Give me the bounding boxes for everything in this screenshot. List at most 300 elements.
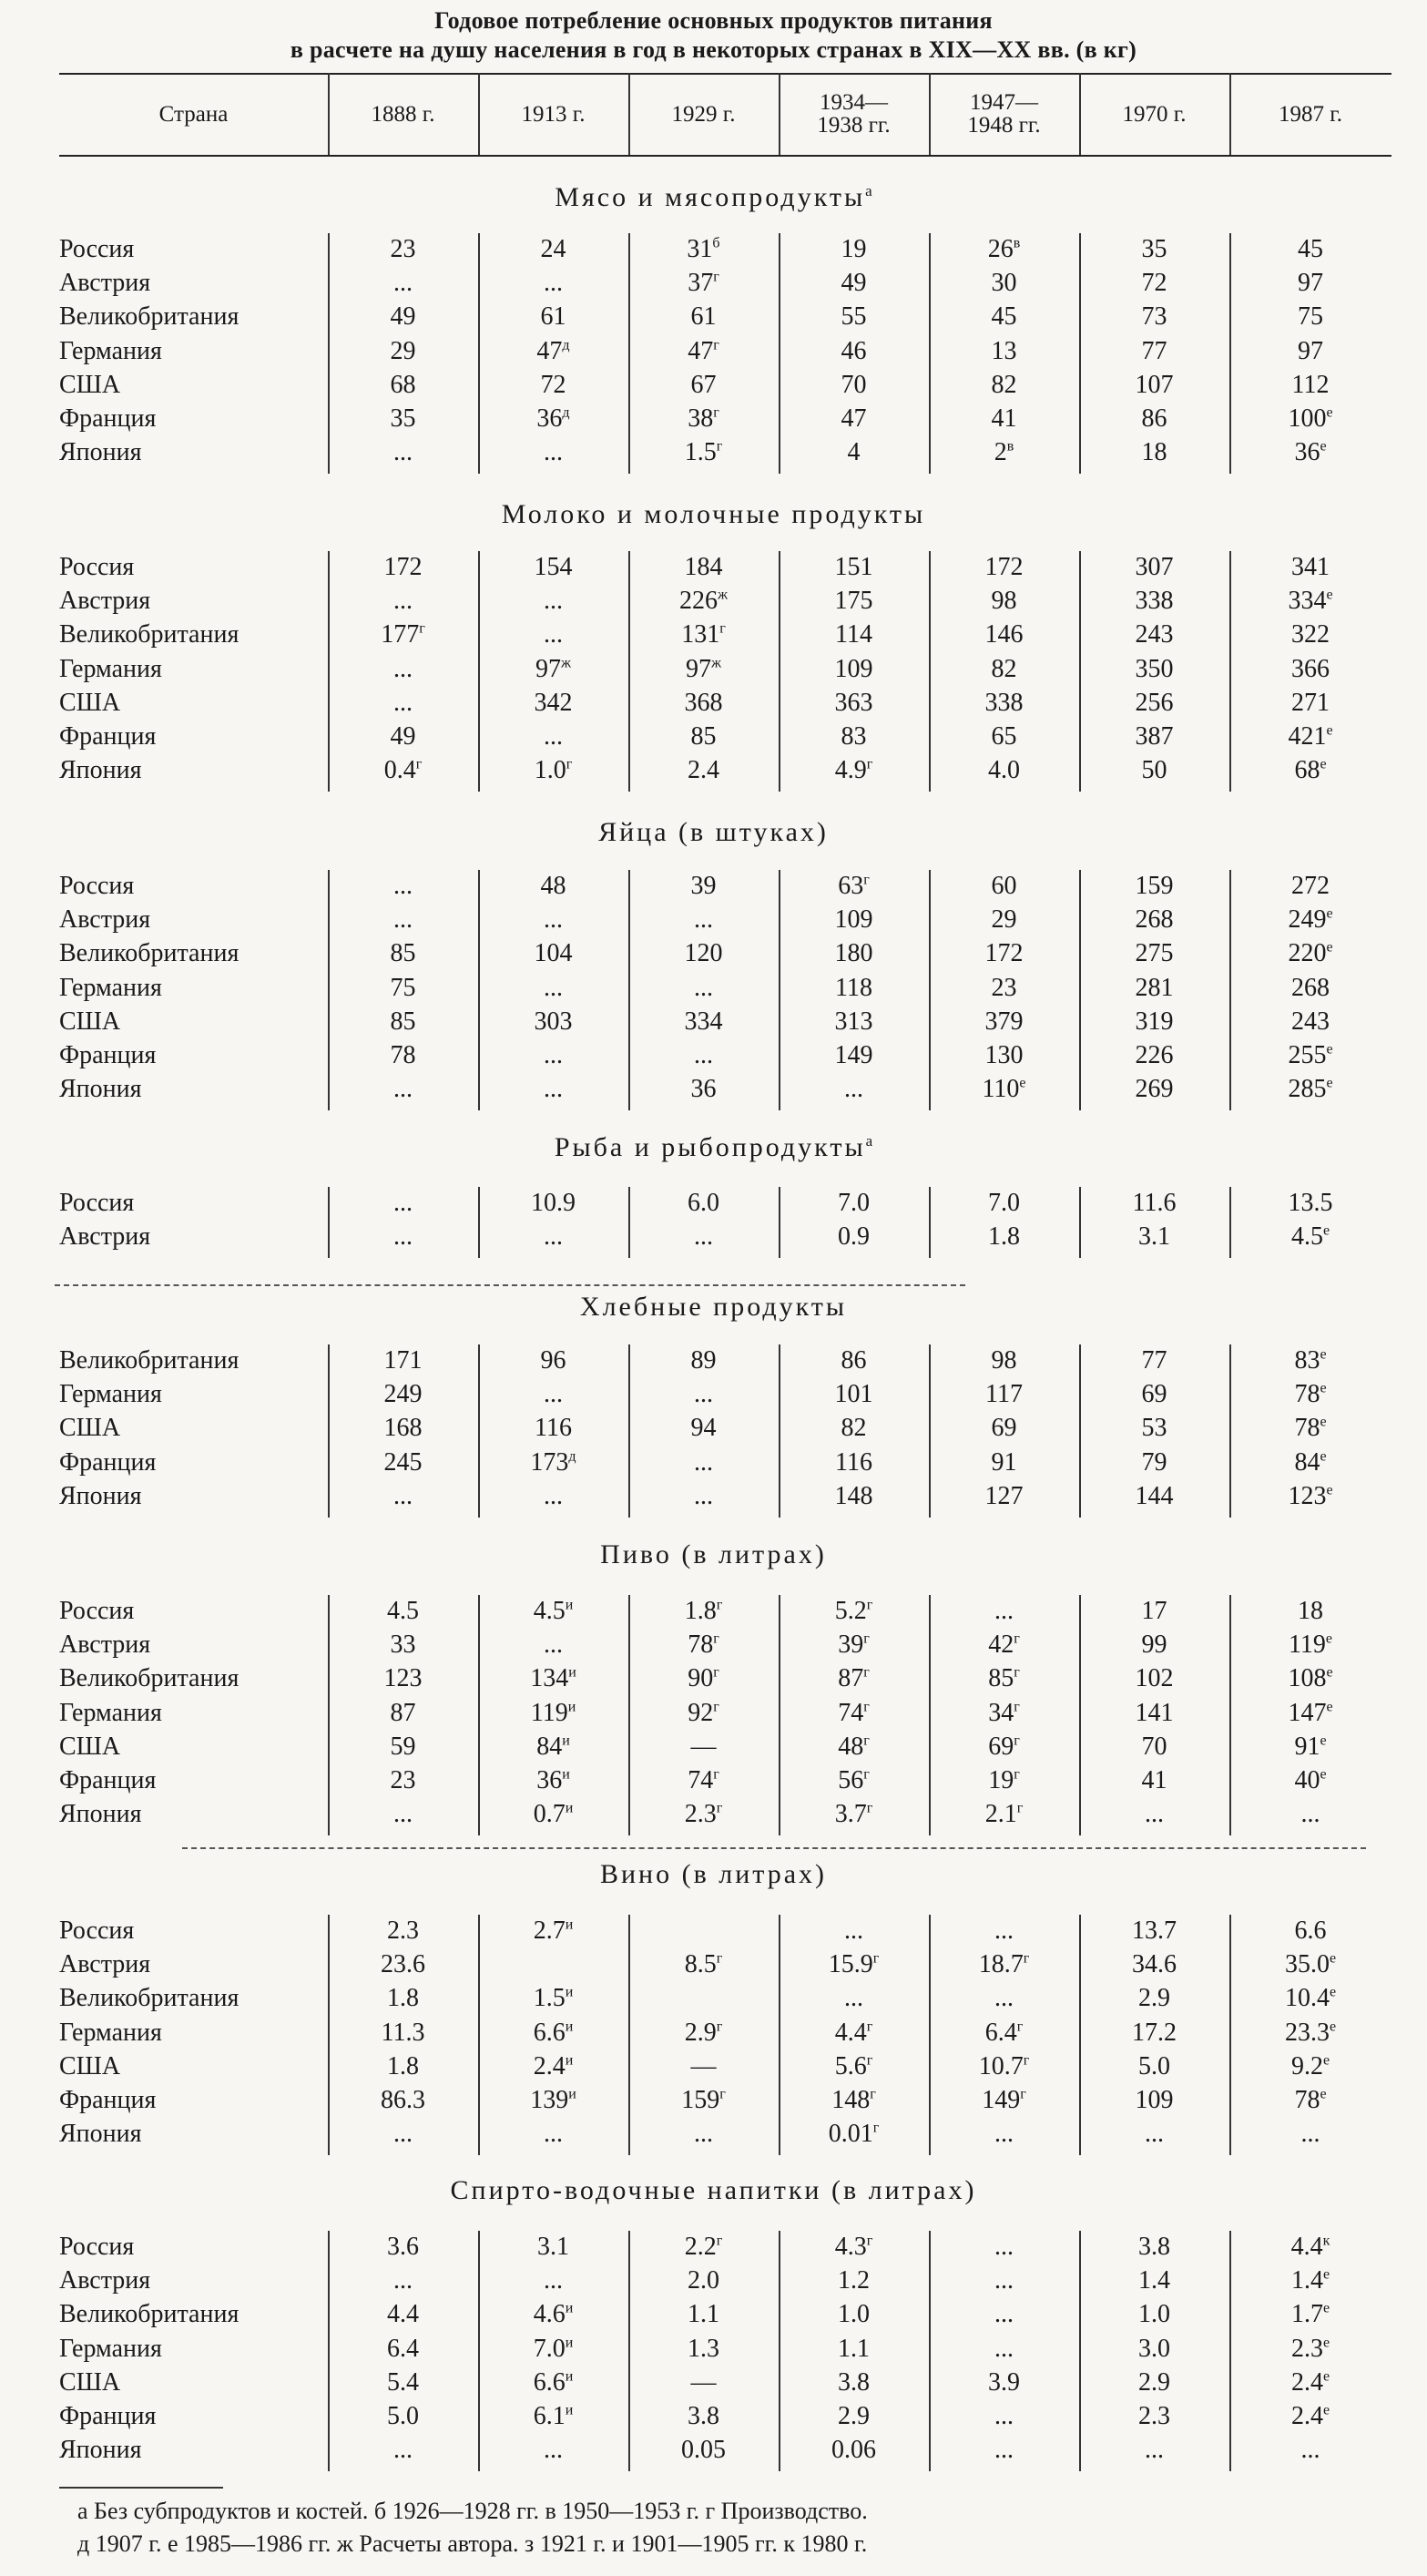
table-row [0, 553, 1427, 587]
cell-value: 75 [1298, 302, 1323, 332]
value-cell [779, 2402, 929, 2431]
footnote-mark: и [565, 1985, 574, 2001]
cell-value: ... [1300, 1800, 1320, 1829]
value-cell [1079, 337, 1229, 366]
footnote-mark: г [866, 2052, 873, 2069]
value-cell [478, 2368, 628, 2397]
value-cell [478, 939, 628, 968]
cell-value: 1.8 [387, 2051, 419, 2080]
column-divider [328, 1915, 330, 2155]
cell-value: 116 [835, 1447, 872, 1477]
value-cell [929, 2086, 1079, 2115]
column-divider [328, 1187, 330, 1258]
cell-value: 38 [688, 404, 714, 433]
cell-value: 46 [841, 336, 867, 365]
value-cell [1229, 269, 1391, 298]
cell-value: 36 [1294, 438, 1320, 467]
value-cell [779, 2266, 929, 2295]
country-name: Германия [59, 336, 162, 365]
value-cell [478, 2436, 628, 2465]
value-cell [929, 1414, 1079, 1443]
value-cell [328, 1917, 478, 1946]
value-cell [1229, 371, 1391, 400]
value-cell [328, 655, 478, 684]
footnote-mark: г [713, 1630, 719, 1647]
footnote-mark: г [1014, 1733, 1020, 1749]
cell-value: ... [393, 1222, 413, 1252]
value-cell [328, 1800, 478, 1829]
cell-value: 83 [841, 722, 867, 751]
table-row [0, 2233, 1427, 2266]
footnote-rule [59, 2487, 223, 2489]
cell-value: ... [393, 1481, 413, 1510]
cell-value: 69 [991, 1414, 1017, 1443]
cell-value: ... [544, 269, 563, 298]
footnote-mark: г [716, 2233, 723, 2249]
table-row [0, 2300, 1427, 2334]
value-cell [779, 905, 929, 935]
cell-value: 35.0 [1284, 1950, 1330, 1979]
cell-value: ... [544, 1481, 563, 1510]
value-cell [1079, 1630, 1229, 1660]
column-divider [628, 1187, 630, 1258]
section-title [0, 2175, 1427, 2206]
footnote-mark: г [866, 1597, 873, 1613]
value-cell [1079, 1597, 1229, 1626]
value-cell [628, 1222, 779, 1252]
cell-value: 2.9 [838, 2402, 870, 2430]
cell-value: 109 [834, 905, 873, 935]
value-cell [478, 1380, 628, 1409]
cell-value: ... [544, 438, 563, 467]
cell-value: ... [393, 1800, 413, 1829]
section-title [0, 1292, 1427, 1323]
cell-value: 154 [534, 553, 573, 581]
cell-value: 79 [1141, 1447, 1167, 1477]
value-cell [1229, 1597, 1391, 1626]
value-cell [628, 587, 779, 616]
value-cell [328, 1699, 478, 1728]
column-divider [328, 870, 330, 1110]
cell-value: ... [544, 587, 563, 616]
table-row [0, 1984, 1427, 2018]
value-cell [1079, 1800, 1229, 1829]
value-cell [1079, 1950, 1229, 1979]
value-cell [1079, 689, 1229, 718]
footnote-mark: е [1326, 1075, 1333, 1091]
footnote-mark: е [1326, 722, 1333, 739]
value-cell [1229, 722, 1391, 751]
cell-value: ... [544, 2266, 563, 2295]
footnote-mark: г [872, 2120, 880, 2136]
cell-value: 117 [985, 1380, 1023, 1409]
value-cell [929, 269, 1079, 298]
value-cell [1079, 1917, 1229, 1946]
value-cell [628, 1414, 779, 1443]
country-name: Великобритания [59, 620, 240, 649]
value-cell [628, 235, 779, 264]
value-cell [328, 438, 478, 467]
country-name: Великобритания [59, 302, 240, 332]
value-cell [929, 302, 1079, 332]
cell-value: 268 [1291, 973, 1330, 1002]
value-cell [1229, 2266, 1391, 2295]
value-cell [779, 587, 929, 616]
column-header-year: 1987 г. [1279, 101, 1342, 127]
value-cell [1229, 689, 1391, 718]
value-cell [1079, 620, 1229, 649]
value-cell [478, 371, 628, 400]
column-divider [779, 1187, 780, 1258]
cell-value: 23.3 [1284, 2018, 1330, 2047]
cell-value: 19 [988, 1766, 1014, 1794]
column-divider [1229, 2231, 1231, 2471]
cell-value: 107 [1135, 370, 1174, 399]
table-row [0, 337, 1427, 371]
value-cell [929, 2266, 1079, 2295]
column-divider [1229, 1344, 1231, 1518]
value-cell [328, 2086, 478, 2115]
footnote-mark: г [713, 404, 719, 421]
column-divider [478, 2231, 480, 2471]
value-cell [929, 1984, 1079, 2013]
country-name: Великобритания [59, 2300, 240, 2329]
value-cell [1079, 905, 1229, 935]
cell-value: 7.0 [838, 1189, 870, 1217]
value-cell [1079, 2086, 1229, 2115]
cell-value: ... [393, 688, 413, 717]
table-title-line-1: Годовое потребление основных продуктов питания [434, 7, 993, 34]
value-cell [1229, 2120, 1391, 2149]
cell-value: 23.6 [381, 1950, 425, 1979]
value-cell [1229, 2019, 1391, 2048]
value-cell [1229, 337, 1391, 366]
cell-value: 256 [1135, 688, 1174, 717]
cell-value: ... [393, 905, 413, 935]
value-cell [929, 1189, 1079, 1218]
cell-value: 249 [1288, 905, 1327, 935]
footnote-mark: е [1326, 587, 1333, 603]
cell-value: 110 [982, 1075, 1020, 1104]
column-divider [1079, 1915, 1081, 2155]
footnote-mark: г [716, 438, 723, 455]
value-cell [478, 2335, 628, 2364]
cell-value: 2.4 [533, 2051, 566, 2080]
cell-value: ... [694, 1380, 713, 1409]
table-row [0, 404, 1427, 438]
column-divider [1079, 551, 1081, 792]
footnote-mark: е [1320, 756, 1327, 772]
value-cell [779, 1448, 929, 1477]
value-cell [328, 1075, 478, 1104]
cell-value: 17 [1141, 1597, 1167, 1625]
table-row [0, 1189, 1427, 1222]
cell-value: 78 [1294, 1380, 1320, 1409]
column-divider [628, 233, 630, 474]
cell-value: 23 [991, 973, 1017, 1002]
table-row [0, 1917, 1427, 1950]
footnote-mark: г [716, 1800, 723, 1816]
value-cell [1229, 1630, 1391, 1660]
value-cell [779, 1075, 929, 1104]
cell-value: 75 [390, 973, 416, 1002]
cell-value: 1.0 [1138, 2300, 1170, 2329]
table-row [0, 1007, 1427, 1041]
value-cell [1079, 1075, 1229, 1104]
value-cell [779, 269, 929, 298]
cell-value: 109 [1135, 2086, 1174, 2114]
cell-value: 30 [991, 269, 1017, 298]
table-row [0, 2402, 1427, 2436]
value-cell [1079, 1482, 1229, 1511]
cell-value: 102 [1135, 1664, 1174, 1693]
table-row [0, 438, 1427, 472]
cell-value: 342 [534, 688, 573, 717]
header-column-divider [779, 73, 780, 155]
cell-value: 1.8 [387, 1984, 419, 2013]
value-cell [478, 1448, 628, 1477]
value-cell [929, 1800, 1079, 1829]
table-row [0, 939, 1427, 973]
cell-value: ... [694, 2120, 713, 2149]
footnote-mark: г [870, 2086, 876, 2102]
value-cell [1079, 1699, 1229, 1728]
value-cell [628, 1630, 779, 1660]
value-cell [478, 1984, 628, 2013]
value-cell [628, 404, 779, 434]
value-cell [779, 371, 929, 400]
cell-value: 45 [991, 302, 1017, 332]
value-cell [478, 404, 628, 434]
value-cell [929, 404, 1079, 434]
cell-value: 341 [1291, 553, 1330, 581]
cell-value: 3.8 [838, 2367, 870, 2397]
column-divider [1079, 2231, 1081, 2471]
cell-value: 74 [838, 1698, 864, 1727]
country-name: Франция [59, 722, 157, 751]
value-cell [1229, 1733, 1391, 1762]
footnote-mark: и [565, 2019, 574, 2035]
cell-value: ... [994, 2266, 1014, 2295]
value-cell [779, 1766, 929, 1795]
footnote-mark: г [1020, 2086, 1026, 2102]
cell-value: 1.5 [533, 1984, 566, 2013]
cell-value: 41 [991, 404, 1017, 433]
section-title-text: Вино (в литрах) [599, 1859, 828, 1889]
column-divider [328, 1344, 330, 1518]
value-cell [628, 2335, 779, 2364]
cell-value: 184 [684, 553, 723, 581]
table-row [0, 756, 1427, 790]
value-cell [478, 2086, 628, 2115]
value-cell [328, 2266, 478, 2295]
value-cell [1229, 1448, 1391, 1477]
footnote-mark: е [1326, 940, 1333, 956]
value-cell [628, 2120, 779, 2149]
cell-value: 23 [390, 1766, 416, 1794]
value-cell [779, 1222, 929, 1252]
cell-value: 322 [1291, 620, 1330, 649]
cell-value: 146 [984, 620, 1024, 649]
value-cell [1229, 2300, 1391, 2329]
value-cell [628, 756, 779, 785]
value-cell [779, 1597, 929, 1626]
footnote-mark: д [562, 337, 570, 353]
cell-value: 1.1 [838, 2334, 870, 2363]
cell-value: 98 [991, 1346, 1017, 1375]
cell-value: ... [994, 2300, 1014, 2329]
footnote-mark: в [1013, 235, 1021, 251]
footnote-mark: г [1014, 1665, 1020, 1682]
cell-value: 2 [994, 438, 1007, 467]
value-cell [779, 2019, 929, 2048]
cell-value: ... [844, 1075, 863, 1104]
cell-value: 48 [838, 1732, 864, 1761]
value-cell [929, 655, 1079, 684]
value-cell [929, 1766, 1079, 1795]
column-divider [628, 870, 630, 1110]
cell-value: 68 [1294, 756, 1320, 785]
cell-value: 363 [834, 688, 873, 717]
cell-value: 0.05 [681, 2436, 726, 2465]
cell-value: 65 [991, 722, 1017, 751]
cell-value: 29 [390, 336, 416, 365]
footnote-mark: д [562, 404, 570, 421]
cell-value: ... [994, 2436, 1014, 2465]
value-cell [1229, 587, 1391, 616]
value-cell [628, 438, 779, 467]
cell-value: 85 [390, 1007, 416, 1036]
value-cell [779, 974, 929, 1003]
value-cell [328, 2052, 478, 2081]
footnote-mark: д [568, 1448, 576, 1465]
value-cell [628, 302, 779, 332]
footnote-mark: е [1320, 438, 1327, 455]
cell-value: 1.8 [684, 1597, 717, 1625]
country-name: Россия [59, 1917, 135, 1945]
value-cell [779, 2300, 929, 2329]
value-cell [1229, 1984, 1391, 2013]
table-row [0, 371, 1427, 404]
column-header-year: 1888 г. [371, 101, 435, 127]
value-cell [1229, 1075, 1391, 1104]
value-cell [1229, 235, 1391, 264]
value-cell [1229, 1917, 1391, 1946]
cell-value: 271 [1291, 688, 1330, 717]
cell-value: 49 [841, 269, 867, 298]
value-cell [1079, 587, 1229, 616]
cell-value: 13.5 [1288, 1189, 1333, 1217]
cell-value: ... [393, 2120, 413, 2149]
column-divider [1079, 1344, 1081, 1518]
cell-value: ... [544, 1075, 563, 1104]
value-cell [478, 756, 628, 785]
value-cell [779, 1800, 929, 1829]
cell-value: 281 [1135, 973, 1174, 1002]
value-cell [478, 2300, 628, 2329]
value-cell [1079, 371, 1229, 400]
value-cell [929, 939, 1079, 968]
value-cell [929, 1597, 1079, 1626]
value-cell [628, 974, 779, 1003]
cell-value: 5.2 [834, 1597, 867, 1625]
cell-value: 6.1 [533, 2402, 566, 2430]
cell-value: 175 [834, 587, 873, 616]
value-cell [328, 872, 478, 901]
value-cell [328, 620, 478, 649]
table-row [0, 587, 1427, 620]
cell-value: 4 [847, 438, 861, 467]
cell-value: 78 [390, 1041, 416, 1069]
value-cell [779, 1664, 929, 1693]
cell-value: ... [544, 973, 563, 1002]
value-cell [1079, 2335, 1229, 2364]
value-cell [779, 872, 929, 901]
footnote-mark: г [863, 1665, 870, 1682]
column-divider [628, 2231, 630, 2471]
cell-value: 86.3 [381, 2086, 425, 2114]
cell-value: 172 [984, 939, 1024, 968]
cell-value: ... [544, 722, 563, 751]
value-cell [328, 1189, 478, 1218]
cell-value: 275 [1135, 939, 1174, 968]
value-cell [779, 1984, 929, 2013]
table-row [0, 620, 1427, 654]
value-cell [779, 1189, 929, 1218]
cell-value: 255 [1288, 1041, 1327, 1069]
cell-value: 97 [1298, 269, 1323, 298]
cell-value: 2.4 [1290, 2367, 1323, 2397]
header-column-divider [1079, 73, 1081, 155]
column-divider [929, 1344, 931, 1518]
cell-value: 112 [1291, 370, 1330, 399]
cell-value: ... [1300, 2120, 1320, 2149]
cell-value: 249 [383, 1380, 423, 1409]
footnote-mark: г [713, 1699, 719, 1715]
value-cell [1079, 974, 1229, 1003]
cell-value: 67 [690, 370, 717, 399]
value-cell [1079, 1733, 1229, 1762]
header-column-divider [628, 73, 630, 155]
value-cell [328, 2120, 478, 2149]
value-cell [328, 553, 478, 582]
cell-value: 97 [685, 654, 711, 683]
country-name: Австрия [59, 905, 151, 935]
cell-value: ... [694, 1222, 713, 1252]
cell-value: ... [393, 438, 413, 467]
column-divider [628, 1344, 630, 1518]
cell-value: 11.6 [1132, 1189, 1177, 1217]
value-cell [1229, 905, 1391, 935]
value-cell [478, 872, 628, 901]
column-divider [478, 1344, 480, 1518]
cell-value: ... [393, 587, 413, 616]
cell-value: 3.8 [688, 2402, 719, 2430]
cell-value: 63 [838, 872, 864, 900]
value-cell [779, 337, 929, 366]
cell-value: 6.4 [984, 2018, 1017, 2047]
cell-value: 1.1 [688, 2300, 719, 2329]
footnote-mark: е [1322, 1222, 1330, 1239]
cell-value: 1.4 [1138, 2266, 1170, 2295]
cell-value: ... [393, 872, 413, 900]
country-name: Россия [59, 235, 135, 263]
footnote-mark: и [568, 2086, 576, 2102]
cell-value: 2.3 [387, 1917, 419, 1945]
value-cell [478, 1766, 628, 1795]
cell-value: 89 [690, 1346, 717, 1375]
country-name: Австрия [59, 2266, 151, 2295]
